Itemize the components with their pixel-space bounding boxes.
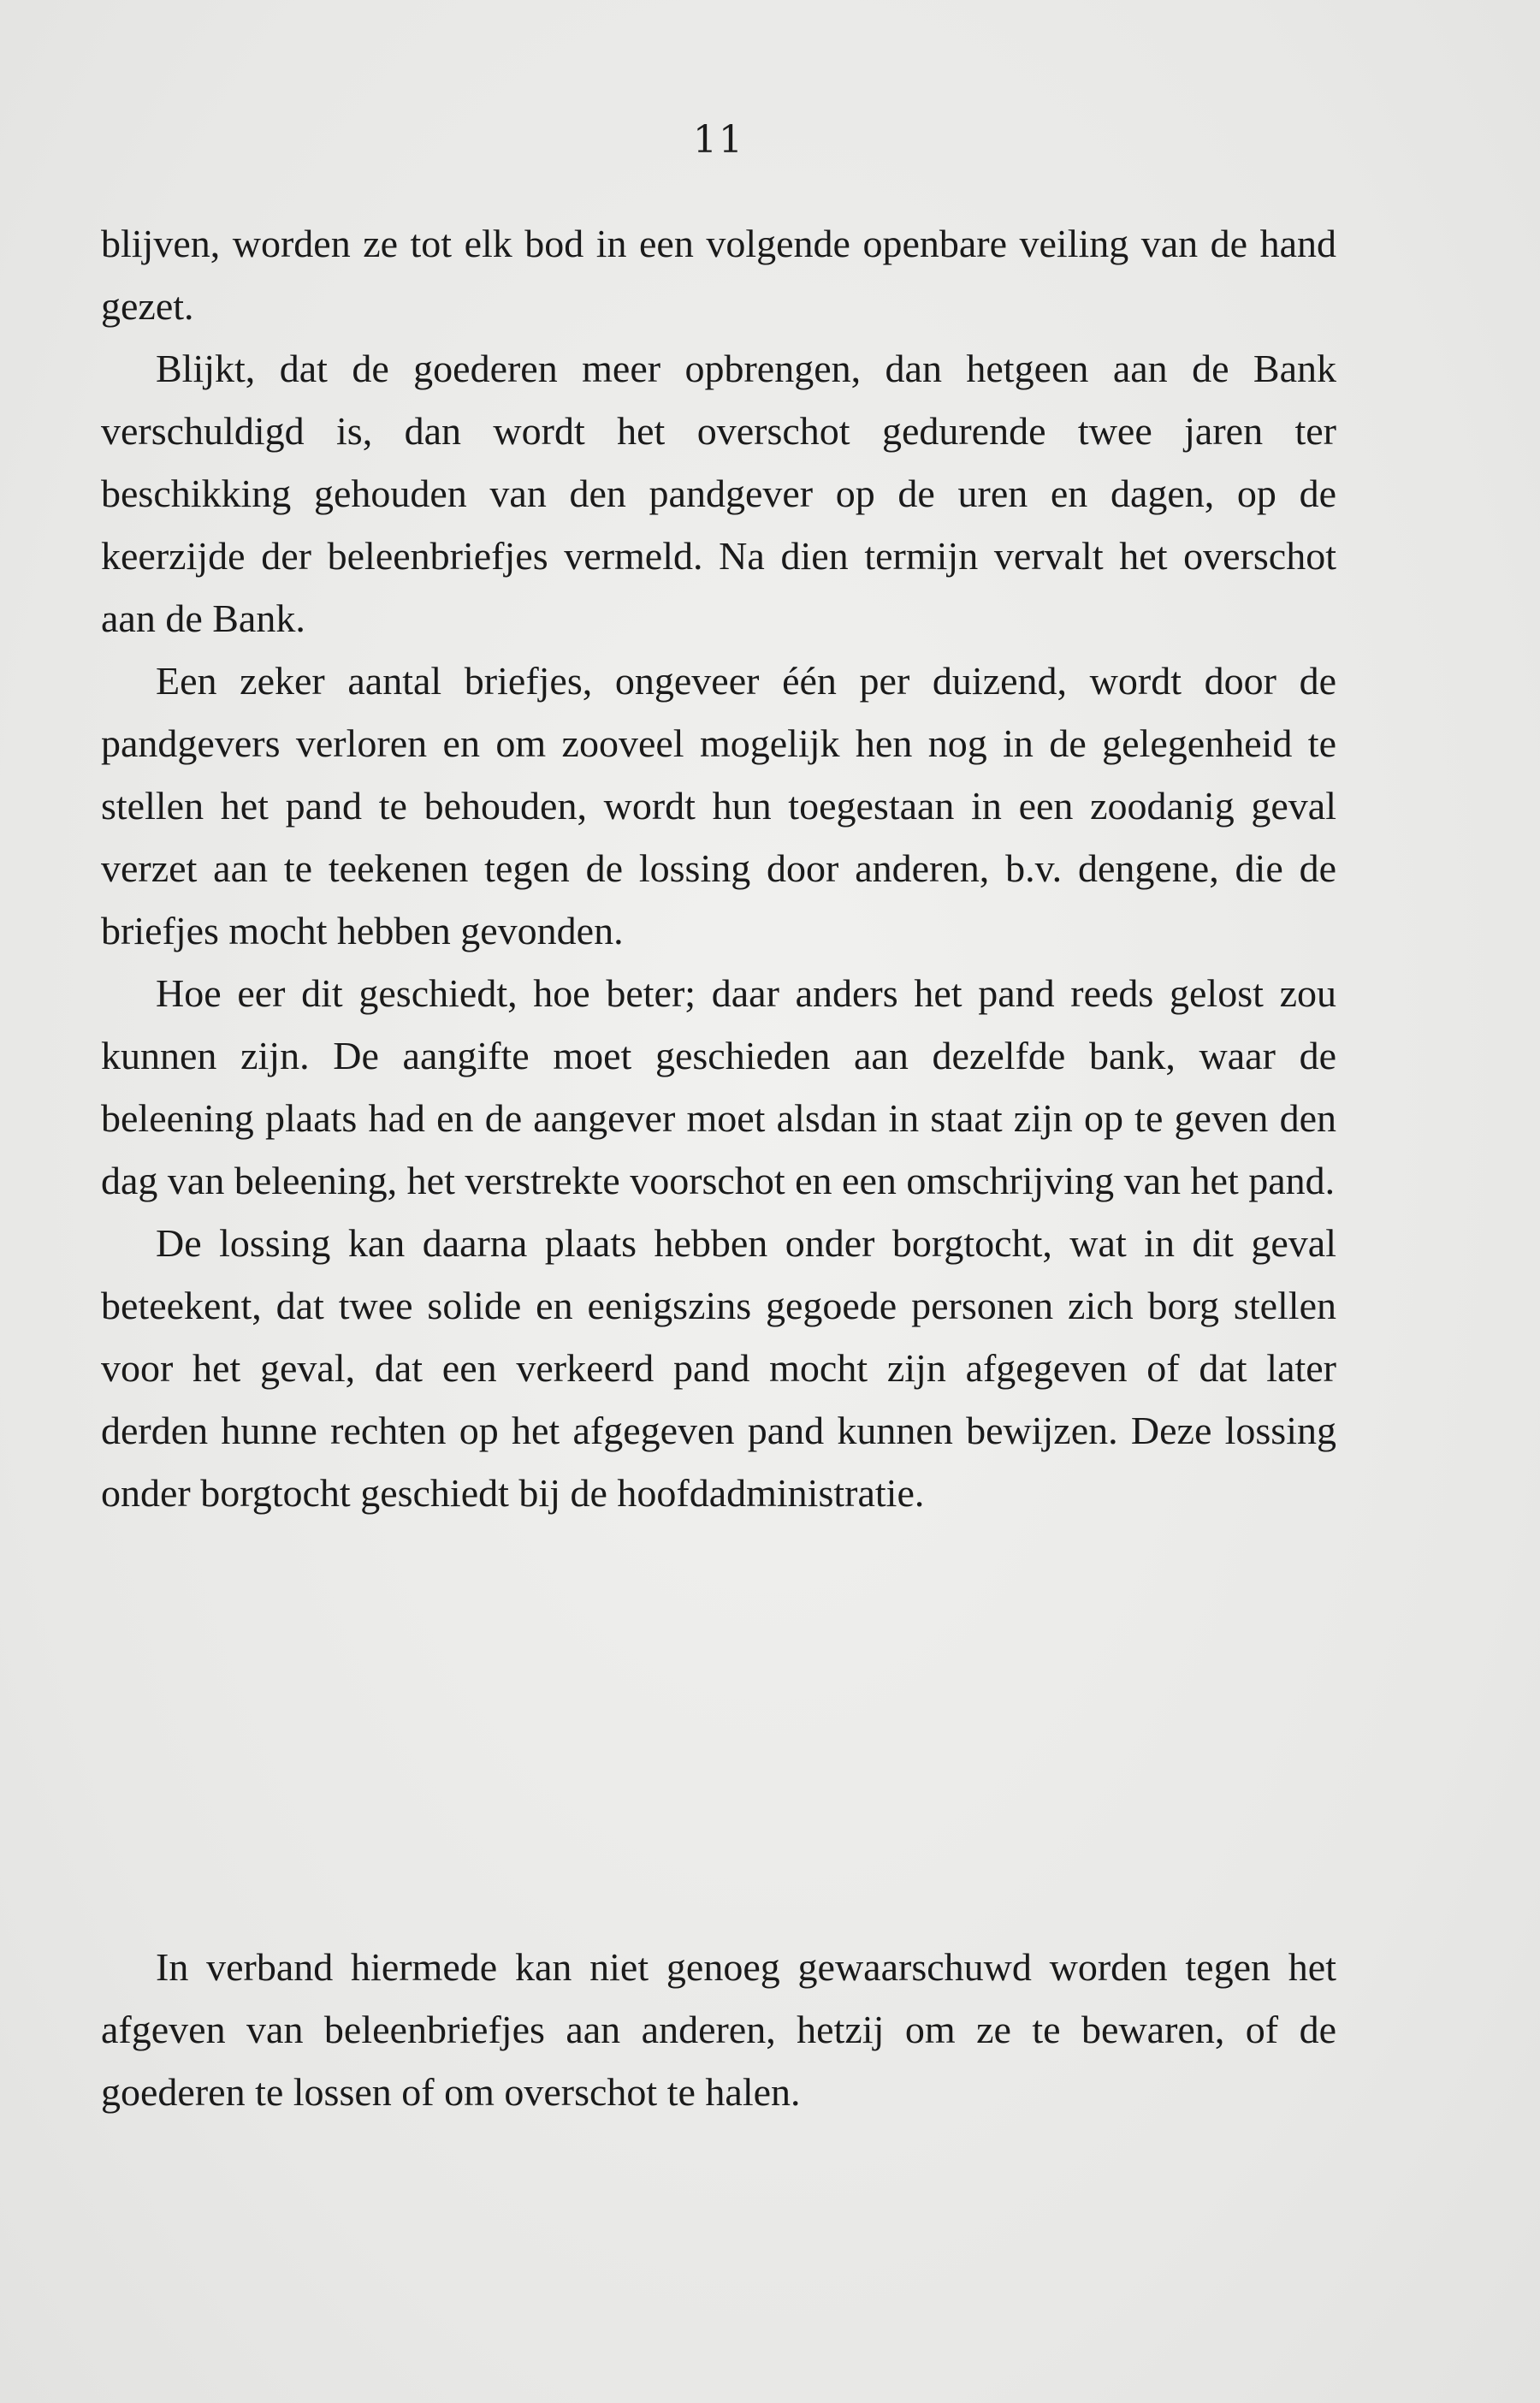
closing-text — [101, 1936, 1336, 2123]
paragraph-lost-tickets: Een zeker aantal briefjes, ongeveer één per duizend, wordt door de pandgevers verloren en om zooveel mogelijk hen nog in de gelegenheid te stellen het pand te behouden, wordt hun toegestaan in een zoodanig geval verzet aan te teekenen tegen de lossing door anderen, b.v. dengene, die de briefjes mocht hebben gevonden. — [101, 659, 1336, 952]
page-number: 11 — [693, 118, 744, 162]
paragraph-surplus: Blijkt, dat de goederen meer opbrengen, dan hetgeen aan de Bank verschuldigd is, dan wordt het overschot gedurende twee jaren ter beschikking gehouden van den pandgever op de uren en dagen, op de keerzijde der beleenbriefjes vermeld. Na dien termijn vervalt het overschot aan de Bank. — [101, 347, 1336, 640]
paragraph-warning: In verband hiermede kan niet genoeg gewaarschuwd worden tegen het afgeven van beleenbriefjes aan anderen, hetzij om ze te bewaren, of de goederen te lossen of om overschot te halen. — [101, 1945, 1336, 2114]
paragraph-continuation: blijven, worden ze tot elk bod in een volgende openbare veiling van de hand gezet. — [101, 222, 1336, 328]
paragraph-bail-redemption: De lossing kan daarna plaats hebben onder borgtocht, wat in dit geval beteekent, dat twee solide en eenigszins gegoede personen zich borg stellen voor het geval, dat een verkeerd pand mocht zijn afgegeven of dat later derden hunne rechten op het afgegeven pand kunnen bewijzen. Deze lossing onder borgtocht geschiedt bij de hoofdadministratie. — [101, 1221, 1336, 1515]
paragraph-declaration: Hoe eer dit geschiedt, hoe beter; daar anders het pand reeds gelost zou kunnen zijn. De aangifte moet geschieden aan dezelfde bank, waar de beleening plaats had en de aangever moet alsdan in staat zijn op te geven den dag van beleening, het verstrekte voorschot en een omschrijving van het pand. — [101, 971, 1336, 1202]
body-text — [101, 212, 1336, 1524]
